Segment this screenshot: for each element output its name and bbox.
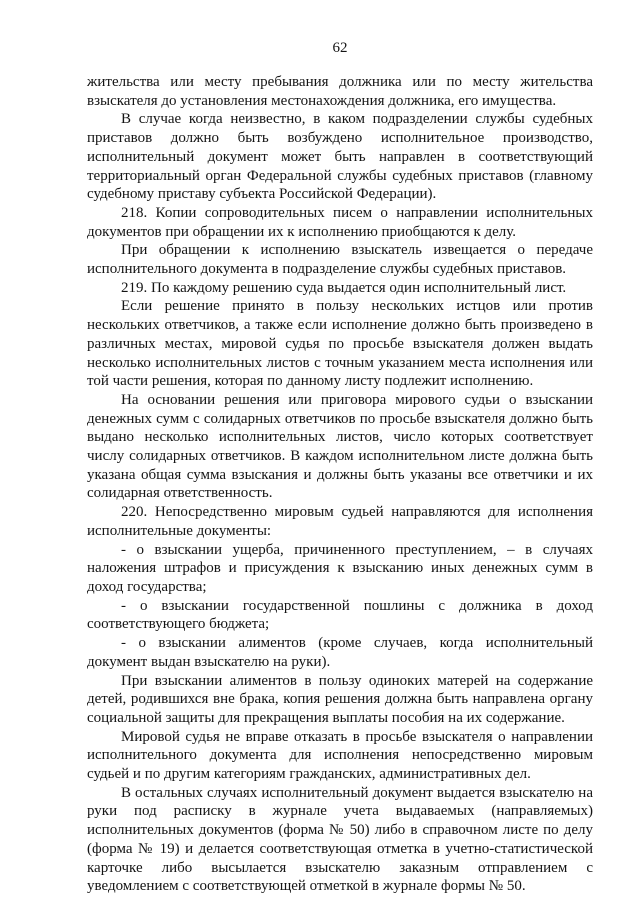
paragraph-unknown-subdivision: В случае когда неизвестно, в каком подразделении службы судебных приставов должно быть возбуждено исполнительное производство, исполнительный документ может быть направлен в соответствующий территориальный орган Федеральной службы судебных приставов (главному судебному приставу субъекта Российской Федерации). [87,111,593,203]
paragraph-judge-may-not-refuse: Мировой судья не вправе отказать в просьбе взыскателя о направлении исполнительного документа для исполнения непосредственно мировым судьей и по другим категориям гражданских, административных дел. [87,728,593,783]
list-item-damage: - о взыскании ущерба, причиненного преступлением, – в случаях наложения штрафов и присуждения к взысканию иных денежных сумм в доход государства; [87,541,593,595]
page-number: 62 [332,40,348,56]
document-body [87,73,593,896]
paragraph-single-mothers: При взыскании алиментов в пользу одиноких матерей на содержание детей, родившихся вне брака, копия решения должна быть направлена органу социальной защиты для прекращения выплаты пособия на их содержание. [87,672,593,726]
list-item-state-duty: - о взыскании государственной пошлины с должника в доход соответствующего бюджета; [87,597,593,633]
paragraph-other-cases: В остальных случаях исполнительный документ выдается взыскателю на руки под расписку в журнале учета выдаваемых (направляемых) исполнительных документов (форма № 50) либо в справочном листе по делу (форма № 19) и делается соответствующая отметка в учетно-статистической карточке либо высылается взыскателю заказным отправлением с уведомлением с соответствующей отметкой в журнале формы № 50. [87,784,593,895]
paragraph-220: 220. Непосредственно мировым судьей направляются для исполнения исполнительные документы: [87,504,593,539]
paragraph-notice: При обращении к исполнению взыскатель извещается о передаче исполнительного документа в подразделение службы судебных приставов. [87,242,593,278]
paragraph-219: 219. По каждому решению суда выдается один исполнительный лист. [121,279,567,296]
paragraph-solidary-defendants: На основании решения или приговора мирового судьи о взыскании денежных сумм с солидарных ответчиков по просьбе взыскателя должно быть выдано несколько исполнительных листов, число которых соответствует числу солидарных ответчиков. В каждом исполнительном листе должна быть указана общая сумма взыскания и должны быть указаны все ответчики и их солидарная ответственность. [87,391,593,502]
paragraph-continuation: жительства или месту пребывания должника или по месту жительства взыскателя до установления местонахождения должника, его имущества. [87,74,593,109]
paragraph-218: 218. Копии сопроводительных писем о направлении исполнительных документов при обращении их к исполнению приобщаются к делу. [87,204,593,240]
paragraph-multiple-plaintiffs: Если решение принято в пользу нескольких истцов или против нескольких ответчиков, а также если исполнение должно быть произведено в различных местах, мировой судья по просьбе взыскателя должен выдать несколько исполнительных листов с точным указанием места исполнения или той части решения, которая по данному листу подлежит исполнению. [87,298,593,390]
list-item-alimony: - о взыскании алиментов (кроме случаев, когда исполнительный документ выдан взыскателю на руки). [87,635,593,670]
